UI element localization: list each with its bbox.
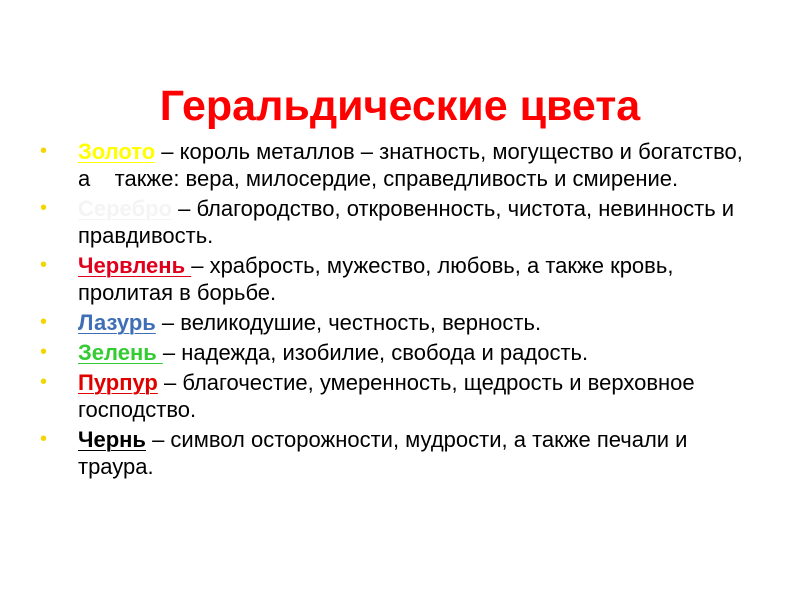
term-purpure: Пурпур xyxy=(78,370,158,395)
bullet-dot-icon: • xyxy=(40,341,48,363)
term-vert: Зелень xyxy=(78,340,163,365)
term-gold: Золото xyxy=(78,139,156,164)
term-silver: Серебро xyxy=(78,196,172,221)
description-silver: – благородство, откровенность, чистота, невинность и правдивость. xyxy=(78,196,735,248)
list-item-gold xyxy=(40,138,760,192)
list-item-silver xyxy=(40,195,760,249)
description-vert: – надежда, изобилие, свобода и радость. xyxy=(162,340,589,365)
list-item-sable xyxy=(40,426,760,480)
bullet-dot-icon: • xyxy=(40,140,48,162)
bullet-dot-icon: • xyxy=(40,428,48,450)
description-gold: – король металлов – знатность, могущество и богатство, а также: вера, милосердие, справедливость и смирение. xyxy=(78,139,750,191)
description-azure: – великодушие, честность, верность. xyxy=(155,310,542,335)
bullet-dot-icon: • xyxy=(40,197,48,219)
term-gules: Червлень xyxy=(78,253,192,278)
description-sable: – символ осторожности, мудрости, а также печали и траура. xyxy=(78,427,688,479)
term-azure: Лазурь xyxy=(78,310,156,335)
list-item-azure xyxy=(40,309,760,336)
heraldic-colors-list xyxy=(40,138,760,483)
list-item-vert xyxy=(40,339,760,366)
bullet-dot-icon: • xyxy=(40,311,48,333)
slide-title: Геральдические цвета xyxy=(159,81,641,130)
list-item-gules xyxy=(40,252,760,306)
term-sable: Чернь xyxy=(78,427,146,452)
description-purpure: – благочестие, умеренность, щедрость и верховное господство. xyxy=(78,370,695,422)
description-gules: – храбрость, мужество, любовь, а также кровь, пролитая в борьбе. xyxy=(78,253,674,305)
bullet-dot-icon: • xyxy=(40,371,48,393)
list-item-purpure xyxy=(40,369,760,423)
bullet-dot-icon: • xyxy=(40,254,48,276)
